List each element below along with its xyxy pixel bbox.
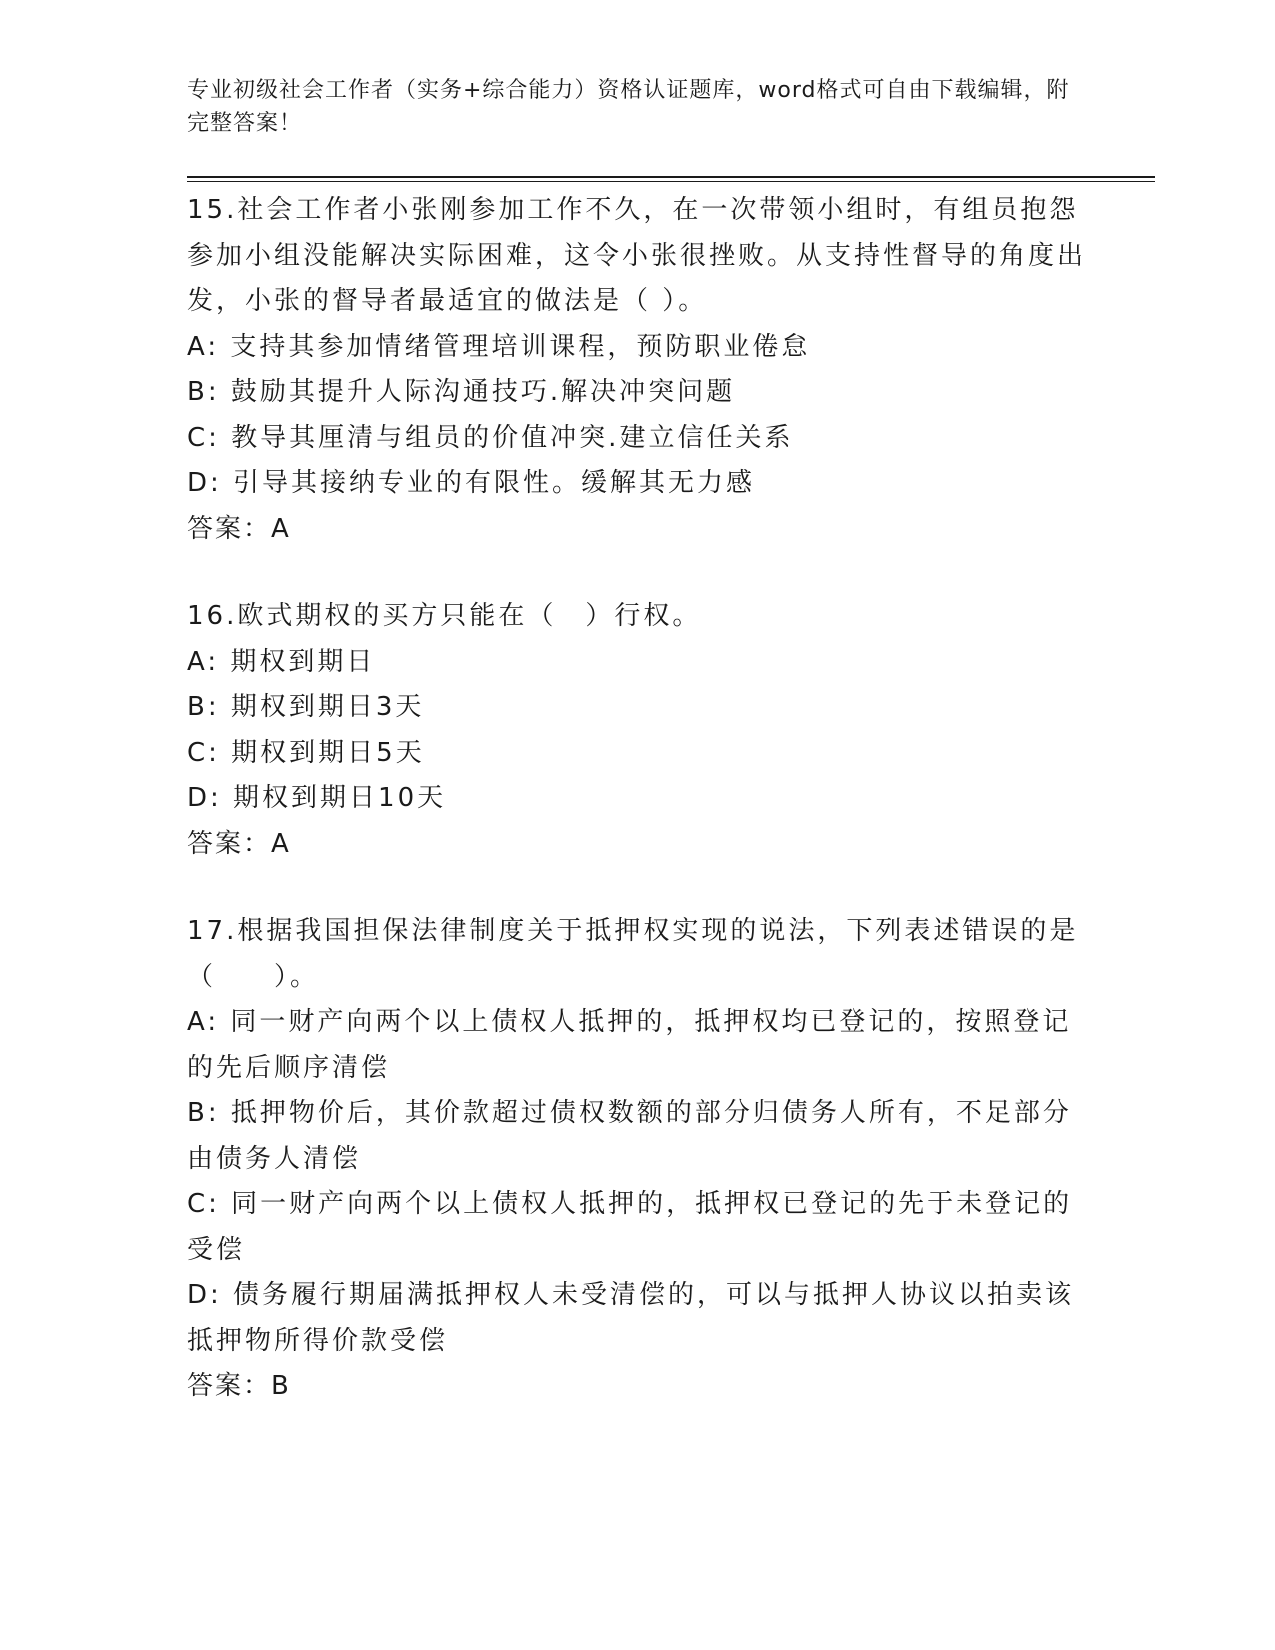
header-divider-thin xyxy=(187,181,1155,182)
option-a: A: 支持其参加情绪管理培训课程，预防职业倦怠 xyxy=(187,331,811,362)
option-b: B: 鼓励其提升人际沟通技巧.解决冲突问题 xyxy=(187,377,736,407)
question-stem: 15.社会工作者小张刚参加工作不久，在一次带领小组时，有组员抱怨参加小组没能解决实际困难，这令小张很挫败。从支持性督导的角度出发，小张的督导者最适宜的做法是（ ）。 xyxy=(187,195,1087,316)
header-divider xyxy=(187,176,1155,178)
answer-label: 答案： xyxy=(187,513,272,544)
answer-value: A xyxy=(271,513,290,544)
answer-value: A xyxy=(271,828,290,859)
header-title: 专业初级社会工作者（实务+综合能力）资格认证题库，word格式可自由下载编辑，附完整答案！ xyxy=(187,78,1070,136)
answer-line xyxy=(187,822,1087,868)
answer-line xyxy=(187,507,1087,553)
question-17 xyxy=(187,909,1087,1410)
answer-label: 答案： xyxy=(187,1371,272,1401)
option-b: B: 抵押物价后，其价款超过债权数额的部分归债务人所有，不足部分由债务人清偿 xyxy=(187,1098,1072,1174)
option-b: B: 期权到期日3天 xyxy=(187,692,425,722)
question-stem: 17.根据我国担保法律制度关于抵押权实现的说法，下列表述错误的是（ ）。 xyxy=(187,916,1079,992)
option-a: A: 期权到期日 xyxy=(187,646,376,677)
question-list xyxy=(187,188,1087,1452)
answer-value: B xyxy=(271,1371,290,1401)
answer-line xyxy=(187,1364,1087,1410)
page-header xyxy=(187,74,1087,140)
question-16 xyxy=(187,594,1087,867)
option-d: D: 引导其接纳专业的有限性。缓解其无力感 xyxy=(187,468,756,498)
question-15 xyxy=(187,188,1087,552)
question-stem: 16.欧式期权的买方只能在（ ）行权。 xyxy=(187,601,702,631)
option-a: A: 同一财产向两个以上债权人抵押的，抵押权均已登记的，按照登记的先后顺序清偿 xyxy=(187,1007,1072,1083)
option-d: D: 债务履行期届满抵押权人未受清偿的，可以与抵押人协议以拍卖该抵押物所得价款受偿 xyxy=(187,1280,1075,1356)
option-c: C: 期权到期日5天 xyxy=(187,737,425,768)
option-c: C: 同一财产向两个以上债权人抵押的，抵押权已登记的先于未登记的受偿 xyxy=(187,1189,1073,1265)
option-c: C: 教导其厘清与组员的价值冲突.建立信任关系 xyxy=(187,422,794,453)
answer-label: 答案： xyxy=(187,828,272,859)
option-d: D: 期权到期日10天 xyxy=(187,783,447,813)
